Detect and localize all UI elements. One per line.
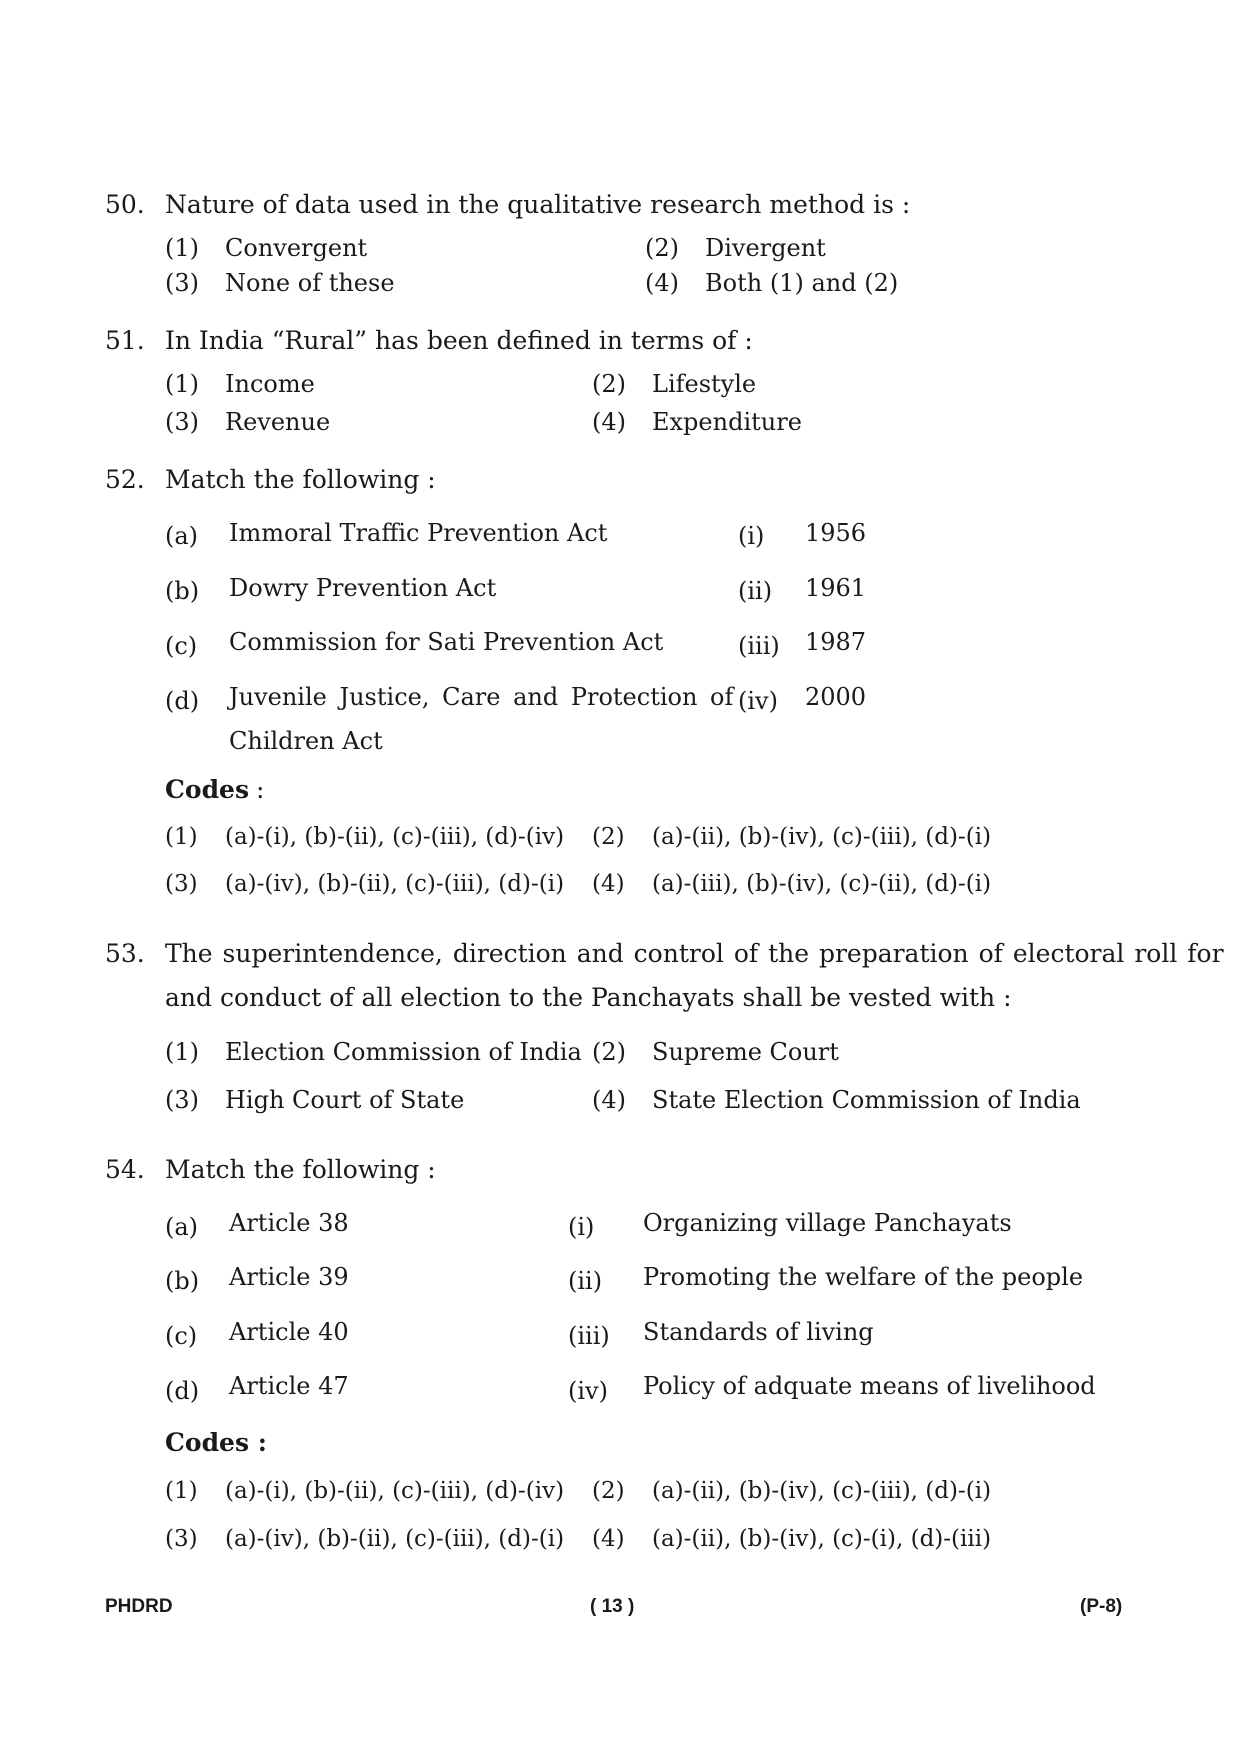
match-right-label: (i) [568,1213,595,1241]
option-text: (a)-(ii), (b)-(iv), (c)-(iii), (d)-(i) [652,824,992,850]
option-text: Convergent [225,234,368,262]
option-text: Revenue [225,408,331,436]
option-text: (a)-(ii), (b)-(iv), (c)-(iii), (d)-(i) [652,1478,992,1504]
match-right-text: Promoting the welfare of the people [643,1263,1084,1291]
match-left-text: Article 47 [229,1372,349,1400]
option-text: Expenditure [652,408,802,436]
codes-colon: : [256,775,265,804]
match-left-text: Commission for Sati Prevention Act [229,628,664,656]
option-text: (a)-(iii), (b)-(iv), (c)-(ii), (d)-(i) [652,871,992,897]
option-number: (2) [592,1038,626,1066]
option-number: (1) [165,1478,198,1504]
match-left-label: (a) [165,522,199,550]
match-left-label: (b) [165,1267,200,1295]
option-text: (a)-(ii), (b)-(iv), (c)-(i), (d)-(iii) [652,1526,992,1552]
match-right-label: (iv) [738,687,778,715]
match-right-label: (iv) [568,1377,608,1405]
option-number: (1) [165,1038,199,1066]
option-number: (2) [592,370,626,398]
match-left-label: (a) [165,1213,199,1241]
option-number: (4) [592,1086,626,1114]
match-left-label: (d) [165,1377,200,1405]
match-right-text: 1987 [805,628,867,656]
question-text: The superintendence, direction and control of the preparation of electoral roll for [165,939,1224,968]
option-text: Divergent [705,234,826,262]
option-number: (1) [165,234,199,262]
footer-set: (P-8) [1080,1596,1123,1617]
option-number: (1) [165,824,198,850]
match-left-text: Children Act [229,727,383,755]
question-number: 54. [105,1155,145,1184]
option-number: (2) [592,1478,625,1504]
match-right-label: (ii) [568,1267,603,1295]
match-left-label: (b) [165,577,200,605]
question-text: Match the following : [165,465,436,494]
match-right-label: (iii) [568,1322,610,1350]
match-right-label: (iii) [738,632,780,660]
option-text: High Court of State [225,1086,465,1114]
option-number: (3) [165,871,198,897]
question-text: In India “Rural” has been defined in terms of : [165,326,753,355]
question-text: Match the following : [165,1155,436,1184]
question-number: 50. [105,190,145,219]
footer-code: PHDRD [105,1596,173,1617]
option-number: (3) [165,1086,199,1114]
option-text: (a)-(iv), (b)-(ii), (c)-(iii), (d)-(i) [225,1526,565,1552]
option-text: Supreme Court [652,1038,839,1066]
match-right-text: 1961 [805,574,867,602]
option-number: (1) [165,370,199,398]
question-number: 53. [105,939,145,968]
option-number: (4) [592,408,626,436]
match-right-label: (ii) [738,577,773,605]
match-left-text: Juvenile Justice, Care and Protection of [229,683,734,711]
codes-label: Codes [165,775,250,804]
match-left-text: Dowry Prevention Act [229,574,497,602]
match-right-text: Organizing village Panchayats [643,1209,1012,1237]
match-left-label: (c) [165,1322,198,1350]
match-left-label: (d) [165,687,200,715]
option-text: None of these [225,269,395,297]
match-left-text: Article 40 [229,1318,349,1346]
match-right-text: 1956 [805,519,867,547]
question-text: Nature of data used in the qualitative research method is : [165,190,911,219]
question-text: and conduct of all election to the Panchayats shall be vested with : [165,983,1012,1012]
match-right-text: Standards of living [643,1318,874,1346]
option-text: Lifestyle [652,370,757,398]
page-number: ( 13 ) [590,1596,635,1617]
option-text: State Election Commission of India [652,1086,1081,1114]
option-number: (4) [592,1526,625,1552]
option-text: (a)-(i), (b)-(ii), (c)-(iii), (d)-(iv) [225,824,565,850]
match-left-text: Immoral Traffic Prevention Act [229,519,608,547]
option-number: (4) [645,269,679,297]
question-number: 51. [105,326,145,355]
match-right-text: Policy of adquate means of livelihood [643,1372,1096,1400]
match-right-label: (i) [738,522,765,550]
option-text: (a)-(i), (b)-(ii), (c)-(iii), (d)-(iv) [225,1478,565,1504]
option-number: (4) [592,871,625,897]
option-number: (3) [165,1526,198,1552]
match-right-text: 2000 [805,683,867,711]
match-left-label: (c) [165,632,198,660]
option-text: Both (1) and (2) [705,269,899,297]
match-left-text: Article 38 [229,1209,349,1237]
option-number: (2) [592,824,625,850]
option-number: (2) [645,234,679,262]
option-text: (a)-(iv), (b)-(ii), (c)-(iii), (d)-(i) [225,871,565,897]
question-number: 52. [105,465,145,494]
option-text: Election Commission of India [225,1038,582,1066]
option-text: Income [225,370,315,398]
codes-label: Codes : [165,1428,267,1457]
option-number: (3) [165,269,199,297]
option-number: (3) [165,408,199,436]
match-left-text: Article 39 [229,1263,349,1291]
